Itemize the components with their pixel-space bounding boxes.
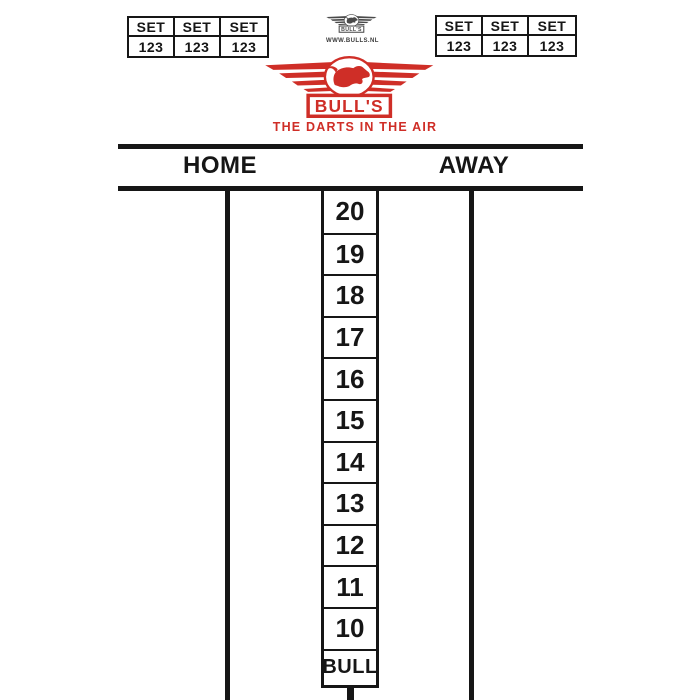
set-value-cell: 123 — [175, 37, 221, 56]
winged-bull-mini-icon — [326, 14, 378, 33]
checkout-cell: 19 — [324, 233, 376, 275]
set-header-cell: SET — [175, 18, 221, 37]
checkout-cell: 15 — [324, 399, 376, 441]
mini-logo-brand-text: BULL'S — [341, 27, 362, 33]
set-value-cell: 123 — [483, 36, 529, 55]
checkout-cell: 11 — [324, 565, 376, 607]
website-url: WWW.BULLS.NL — [326, 38, 379, 44]
checkout-cell-bull: BULL — [324, 649, 376, 685]
checkout-cell: 14 — [324, 441, 376, 483]
set-value-cell: 123 — [539, 37, 565, 54]
set-table-left — [127, 16, 269, 58]
checkout-cell: 18 — [324, 274, 376, 316]
checkout-cell: 10 — [324, 607, 376, 649]
set-header-cell: SET — [529, 17, 575, 36]
away-column-divider — [469, 189, 474, 700]
set-value-cell: 123 — [231, 38, 257, 55]
bulls-mini-logo — [326, 14, 378, 44]
set-table-right — [435, 15, 577, 57]
tagline: THE DARTS IN THE AIR — [272, 120, 438, 134]
checkout-cell: 12 — [324, 524, 376, 566]
set-header-cell: SET — [437, 17, 483, 36]
set-header-cell: SET — [129, 18, 175, 37]
checkout-cell: 16 — [324, 357, 376, 399]
column-bottom-stub — [347, 685, 354, 700]
logo-brand-text: BULL'S — [314, 96, 384, 117]
away-label: AWAY — [438, 152, 510, 179]
checkout-cell: 20 — [335, 196, 365, 227]
home-label: HOME — [183, 152, 257, 179]
set-value-cell: 123 — [437, 36, 483, 55]
checkout-cell: 13 — [324, 482, 376, 524]
checkout-cell: 17 — [324, 316, 376, 358]
set-header-cell: SET — [221, 18, 267, 37]
set-header-cell: SET — [483, 17, 529, 36]
bulls-logo — [264, 56, 438, 118]
header-top-rule — [118, 144, 583, 149]
checkout-column — [321, 188, 379, 688]
home-column-divider — [225, 189, 230, 700]
set-value-cell: 123 — [129, 37, 175, 56]
